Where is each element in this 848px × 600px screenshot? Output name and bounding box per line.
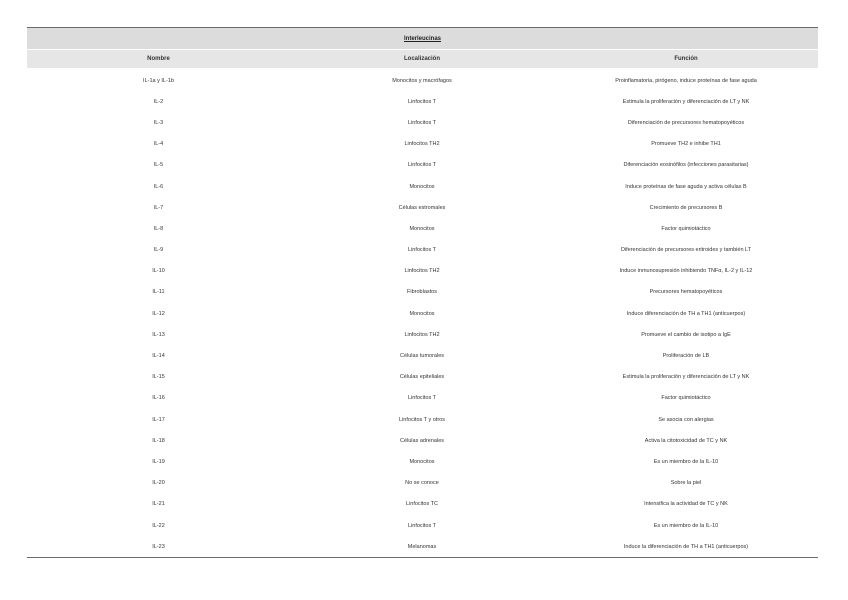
cell-function: Induce proteínas de fase aguda y activa células B: [625, 183, 747, 190]
cell-location: Linfocitos TH2: [404, 331, 440, 338]
header-function: Función: [674, 56, 698, 62]
cell-function: Diferenciación de precursores eritroides y también LT: [620, 247, 752, 254]
cell-name: IL-6: [153, 183, 164, 190]
cell-name: IL-16: [152, 395, 165, 402]
table-row: [27, 134, 818, 155]
header-name: Nombre: [147, 56, 170, 62]
cell-function: Induce la diferenciación de TH a TH1 (anticuerpos): [623, 543, 749, 550]
cell-location: Linfocitos TH2: [404, 268, 440, 275]
cell-name: IL-11: [152, 289, 165, 296]
cell-name: IL-12: [152, 310, 165, 317]
cell-function: Proinflamatoria, pirógeno, induce proteínas de fase aguda: [615, 77, 757, 84]
header-location: Localización: [403, 56, 440, 62]
cell-name: IL-9: [153, 247, 164, 254]
table-row: [27, 218, 818, 239]
table-row: [27, 367, 818, 388]
cell-function: Induce diferenciación de TH a TH1 (anticuerpos): [626, 310, 746, 317]
table-row: [27, 155, 818, 176]
cell-function: Promueve el cambio de isotipo a IgE: [641, 331, 731, 338]
cell-location: Linfocitos T: [407, 247, 437, 254]
cell-function: Promueve TH2 e inhibe TH1: [651, 141, 721, 148]
cell-location: Monocitos: [409, 310, 435, 317]
cell-name: IL-18: [152, 437, 165, 444]
cell-function: Estimula la proliferación y diferenciación de LT y NK: [622, 98, 750, 105]
cell-function: Precursores hematopoyéticos: [649, 289, 723, 296]
cell-location: Monocitos: [409, 225, 435, 232]
cell-location: Células tumorales: [399, 353, 445, 360]
cell-function: Estimula la proliferación y diferenciación de LT y NK: [622, 374, 750, 381]
cell-function: Factor quimiotáctico: [661, 395, 711, 402]
cell-name: IL-5: [153, 162, 164, 169]
table-row: [27, 430, 818, 451]
cell-name: IL-20: [152, 480, 165, 487]
cell-location: Monocitos y macrófagos: [392, 77, 452, 84]
interleukin-table: [27, 27, 818, 558]
table-row: [27, 409, 818, 430]
cell-function: Proliferación de LB: [662, 353, 710, 360]
cell-location: Linfocitos T: [407, 395, 437, 402]
cell-function: Activa la citotoxicidad de TC y NK: [644, 437, 728, 444]
cell-name: IL-2: [153, 98, 164, 105]
cell-location: Linfocitos T: [407, 98, 437, 105]
cell-name: IL-8: [153, 225, 164, 232]
cell-function: Diferenciación eosinófilos (infecciones parasitarias): [623, 162, 749, 169]
table-row: [27, 197, 818, 218]
cell-name: IL-17: [152, 416, 165, 423]
cell-name: IL-1a y IL-1b: [143, 77, 174, 84]
cell-name: IL-3: [153, 119, 164, 126]
table-row: [27, 473, 818, 494]
cell-function: Diferenciación de precursores hematopoyéticos: [627, 119, 745, 126]
cell-name: IL-13: [152, 331, 165, 338]
table-row: [27, 345, 818, 366]
table-row: [27, 388, 818, 409]
cell-function: Es un miembro de la IL-10: [653, 522, 719, 529]
cell-location: Linfocitos TH2: [404, 141, 440, 148]
table-row: [27, 70, 818, 91]
cell-name: IL-15: [152, 374, 165, 381]
table-body: [27, 70, 818, 558]
table-title-bar: [27, 27, 818, 50]
table-row: [27, 112, 818, 133]
table-row: [27, 176, 818, 197]
cell-function: Se asocia con alergias: [658, 416, 714, 423]
cell-location: Melanomas: [407, 543, 437, 550]
cell-name: IL-10: [152, 268, 165, 275]
table-row: [27, 515, 818, 536]
table-row: [27, 536, 818, 557]
table-row: [27, 451, 818, 472]
cell-name: IL-14: [152, 353, 165, 360]
cell-name: IL-4: [153, 141, 164, 148]
cell-function: Crecimiento de precursores B: [649, 204, 723, 211]
cell-location: Linfocitos TC: [406, 501, 438, 508]
cell-name: IL-22: [152, 522, 165, 529]
cell-location: Células adrenales: [399, 437, 445, 444]
cell-location: Monocitos: [409, 458, 435, 465]
cell-location: Linfocitos T: [407, 162, 437, 169]
cell-function: Induce inmunosupresión inhibiendo TNFα, IL-2 y IL-12: [619, 268, 753, 275]
cell-function: Factor quimiotáctico: [661, 225, 711, 232]
cell-location: Linfocitos T: [407, 119, 437, 126]
cell-function: Intensifica la actividad de TC y NK: [644, 501, 728, 508]
cell-location: No se conoce: [405, 480, 439, 487]
table-row: [27, 240, 818, 261]
cell-location: Linfocitos T: [407, 522, 437, 529]
cell-name: IL-21: [152, 501, 165, 508]
cell-name: IL-23: [152, 543, 165, 550]
table-row: [27, 282, 818, 303]
table-row: [27, 91, 818, 112]
table-title: Interleucinas: [403, 35, 441, 42]
table-row: [27, 324, 818, 345]
cell-location: Fibroblastos: [407, 289, 437, 296]
table-row: [27, 303, 818, 324]
cell-location: Células epiteliales: [399, 374, 445, 381]
cell-function: Sobre la piel: [670, 480, 702, 487]
cell-location: Monocitos: [409, 183, 435, 190]
cell-location: Linfocitos T y otros: [399, 416, 445, 423]
cell-function: Es un miembro de la IL-10: [653, 458, 719, 465]
table-header-row: [27, 50, 818, 68]
cell-location: Células estromales: [398, 204, 446, 211]
cell-name: IL-19: [152, 458, 165, 465]
table-row: [27, 494, 818, 515]
table-row: [27, 261, 818, 282]
cell-name: IL-7: [153, 204, 164, 211]
